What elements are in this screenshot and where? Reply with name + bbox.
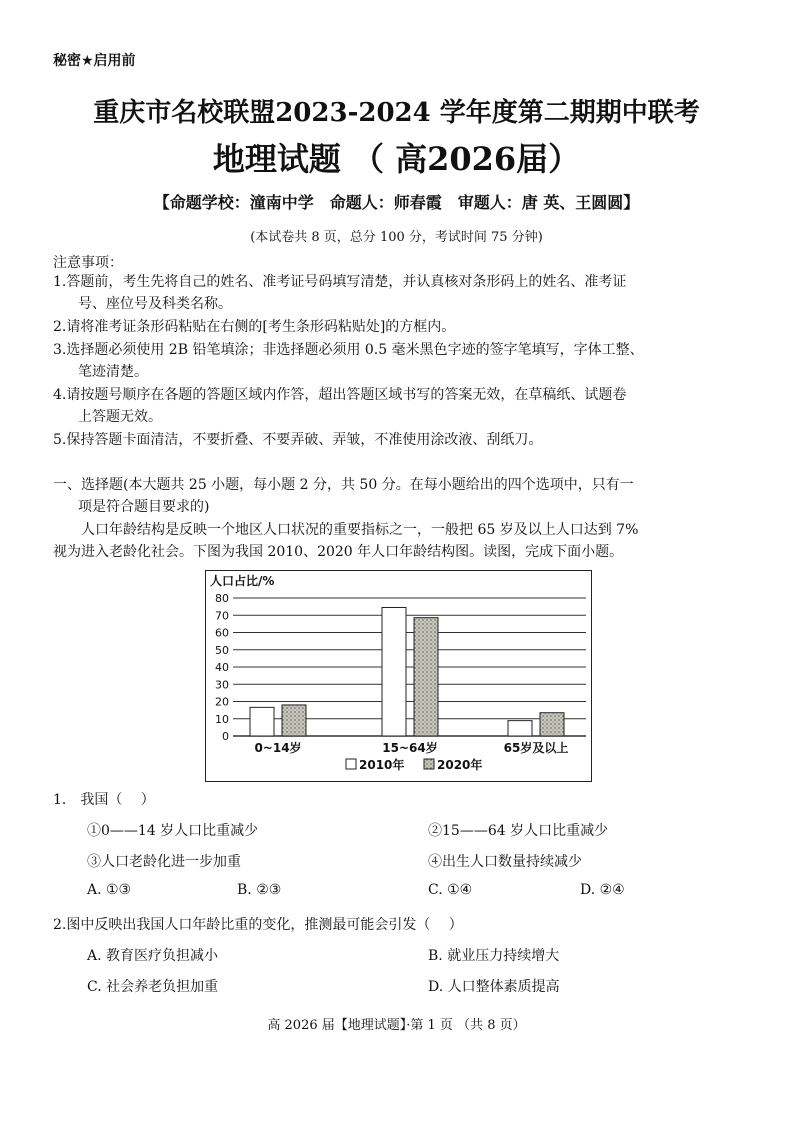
note-item-4 xyxy=(53,384,753,428)
legend-swatch xyxy=(346,759,356,769)
notes-heading: 注意事项： xyxy=(53,255,123,271)
legend-label: 2010年 xyxy=(359,758,405,772)
q1-statement-4: ④出生人口数量持续减少 xyxy=(428,854,582,870)
y-tick-label: 0 xyxy=(222,730,229,743)
y-tick-label: 30 xyxy=(215,678,229,692)
bar-2010 xyxy=(508,721,532,736)
question-1-stem: 1. 我国（ ） xyxy=(53,792,155,808)
chart-svg xyxy=(206,571,591,781)
note-text: 请按题号顺序在各题的答题区域内作答，超出答题区域书写的答案无效，在草稿纸、试题卷 xyxy=(66,387,627,403)
y-tick-label: 50 xyxy=(215,643,229,657)
setter-line: 【命题学校：潼南中学 命题人：师春霞 审题人：唐 英、王圆圆】 xyxy=(153,193,640,212)
age-structure-chart xyxy=(205,570,592,782)
section-line: 项是符合题目要求的) xyxy=(78,499,210,515)
note-text-cont: 上答题无效。 xyxy=(78,409,162,425)
q2-option-c: C. 社会养老负担加重 xyxy=(87,979,219,995)
bar-2020 xyxy=(540,713,564,736)
note-item-1 xyxy=(53,271,753,315)
legend-swatch xyxy=(424,759,434,769)
intro-line: 人口年龄结构是反映一个地区人口状况的重要指标之一，一般把 65 岁及以上人口达到 7% xyxy=(81,522,639,538)
note-text-cont: 号、座位号及科类名称。 xyxy=(78,296,232,312)
exam-title: 重庆市名校联盟2023-2024 学年度第二期期中联考 xyxy=(93,98,700,128)
q1-option-b: B. ②③ xyxy=(237,882,282,898)
note-num: 3. xyxy=(53,342,67,358)
page-footer: 高 2026 届【地理试题】·第 1 页 （共 8 页） xyxy=(267,1018,526,1033)
note-num: 4. xyxy=(53,387,67,403)
q1-statement-2: ②15——64 岁人口比重减少 xyxy=(428,823,609,839)
note-item-5 xyxy=(53,429,753,451)
section-line: 一、选择题(本大题共 25 小题，每小题 2 分，共 50 分。在每小题给出的四个选项中，只有一 xyxy=(53,477,634,493)
intro-paragraph xyxy=(53,519,753,563)
y-tick-label: 10 xyxy=(215,712,229,726)
bar-2010 xyxy=(382,607,406,736)
q1-option-d: D. ②④ xyxy=(580,882,625,898)
y-tick-label: 40 xyxy=(215,661,229,674)
q1-option-c: C. ①④ xyxy=(428,882,473,898)
q1-statement-1: ①0——14 岁人口比重减少 xyxy=(87,823,259,839)
intro-line: 视为进入老龄化社会。下图为我国 2010、2020 年人口年龄结构图。读图，完成下面小题。 xyxy=(53,544,624,560)
exam-info: (本试卷共 8 页，总分 100 分，考试时间 75 分钟) xyxy=(250,230,543,245)
note-item-2 xyxy=(53,316,753,338)
y-tick-label: 80 xyxy=(215,592,229,605)
secret-label: 秘密★启用前 xyxy=(53,53,136,69)
q2-option-d: D. 人口整体素质提高 xyxy=(428,979,560,995)
q2-option-a: A. 教育医疗负担减小 xyxy=(87,948,219,964)
q1-option-a: A. ①③ xyxy=(87,882,132,898)
section-heading xyxy=(53,474,753,518)
note-text-cont: 笔迹清楚。 xyxy=(78,364,148,380)
note-text: 答题前，考生先将自己的姓名、准考证号码填写清楚，并认真核对条形码上的姓名、准考证 xyxy=(66,274,627,290)
note-item-3 xyxy=(53,339,753,383)
legend-label: 2020年 xyxy=(437,758,483,772)
y-tick-label: 70 xyxy=(215,609,229,623)
note-num: 5. xyxy=(53,432,67,448)
bar-2020 xyxy=(282,705,306,736)
bar-2010 xyxy=(250,707,274,736)
q1-statement-3: ③人口老龄化进一步加重 xyxy=(87,854,241,870)
note-text: 选择题必须使用 2B 铅笔填涂；非选择题必须用 0.5 毫米黑色字迹的签字笔填写，字体工整、 xyxy=(66,342,644,358)
y-tick-label: 60 xyxy=(215,626,229,640)
x-tick-label: 15~64岁 xyxy=(382,741,438,755)
bar-2020 xyxy=(414,618,438,736)
q2-option-b: B. 就业压力持续增大 xyxy=(428,948,560,964)
question-2-stem: 2.图中反映出我国人口年龄比重的变化，推测最可能会引发（ ） xyxy=(53,917,463,933)
x-tick-label: 65岁及以上 xyxy=(503,741,569,755)
subject-title: 地理试题 （ 高2026届） xyxy=(212,140,581,178)
y-tick-label: 20 xyxy=(215,695,229,709)
x-tick-label: 0~14岁 xyxy=(254,741,302,755)
note-num: 2. xyxy=(53,319,67,335)
note-text: 保持答题卡面清洁，不要折叠、不要弄破、弄皱，不准使用涂改液、刮纸刀。 xyxy=(66,432,543,448)
y-axis-label: 人口占比/% xyxy=(210,574,275,588)
note-text: 请将准考证条形码粘贴在右侧的[考生条形码粘贴处]的方框内。 xyxy=(66,319,456,335)
note-num: 1. xyxy=(53,274,67,290)
